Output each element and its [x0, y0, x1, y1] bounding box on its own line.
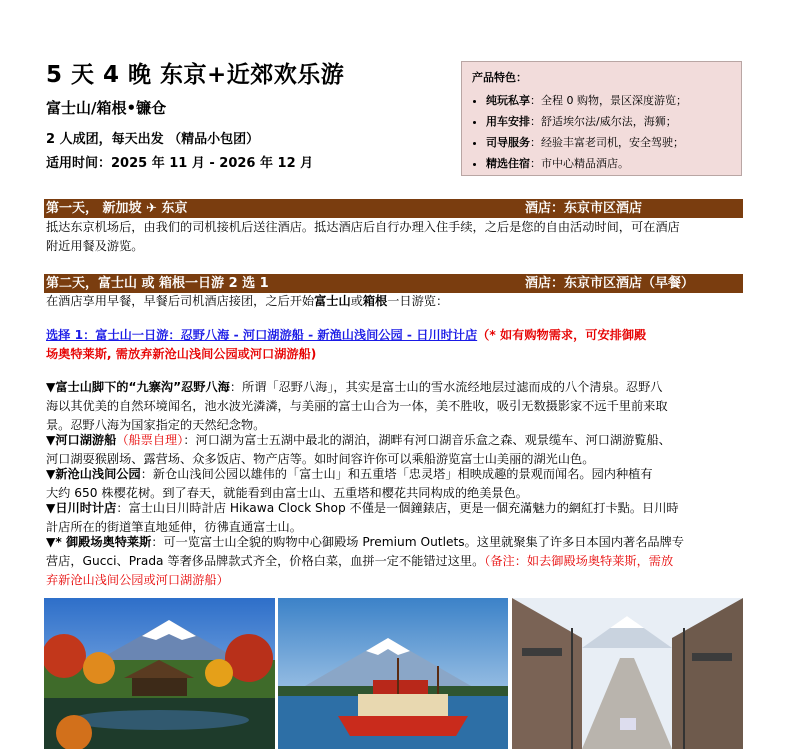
spot-hikawa-clock: ▼日川时计店：富士山日川時計店 Hikawa Clock Shop 不僅是一個鐘錶店，更是一個充滿魅力的網紅打卡點。日川時 計店所在的街道筆直地延伸，彷彿直通富士山。: [46, 501, 679, 534]
feature-item: • 精选住宿：市中心精品酒店。: [486, 153, 731, 174]
day2-title: 第二天，富士山 或 箱根一日游 2 选 1: [46, 276, 269, 291]
validity-dates: 适用时间：2025 年 11 月 - 2026 年 12 月: [46, 156, 314, 171]
day2-hotel: 酒店：东京市区酒店（早餐）: [525, 276, 695, 291]
feature-item: • 用车安排：舒适埃尔法/威尔法，海狮；: [486, 111, 731, 132]
group-info: 2 人成团，每天出发 （精品小包团）: [46, 132, 260, 147]
spot-gotemba-outlets: ▼* 御殿场奥特莱斯：可一览富士山全貌的购物中心御殿场 Premium Outlets。这里就聚集了许多日本国内著名品牌专 营店，Gucci、Prada 等奢侈品牌款式齐全，价格白菜，血拼一定不能错过这里。（备注：如去御殿场奥特莱斯，需放 弃新沧山浅间公园或河口湖游船）: [46, 535, 684, 587]
hikawa-clock-street-photo: [512, 598, 743, 749]
day1-description: 抵达东京机场后，由我们的司机接机后送往酒店。抵达酒店后自行办理入住手续，之后是您的自由活动时间，可在酒店 附近用餐及游览。: [46, 220, 680, 253]
spot-kawaguchiko-cruise: ▼河口湖游船（船票自理）：河口湖为富士五湖中最北的湖泊，湖畔有河口湖音乐盒之森、观景缆车、河口湖游覧船、 河口湖耍猴剧场、露营场、众多饭店、物产店等。如时间容许你可以乘船游览富士山美丽的湖光山色。: [46, 433, 671, 466]
kawaguchiko-pirate-ship-photo: [278, 598, 508, 749]
feature-item: • 司导服务：经验丰富老司机，安全驾驶；: [486, 132, 731, 153]
feature-item: • 纯玩私享：全程 0 购物，景区深度游览；: [486, 90, 731, 111]
features-title: 产品特色：: [472, 71, 527, 84]
oshino-hakkai-autumn-photo: [44, 598, 275, 749]
option1-link[interactable]: 选择 1：富士山一日游：忍野八海 - 河口湖游船 - 新渔山浅间公园 - 日川时计店: [46, 328, 478, 342]
day1-header-bar: [44, 199, 743, 218]
features-box: [461, 61, 742, 176]
day2-header-bar: [44, 274, 743, 293]
day2-intro: 在酒店享用早餐，早餐后司机酒店接团，之后开始富士山或箱根一日游览：: [46, 294, 449, 308]
features-list: [472, 90, 731, 174]
spot-arakurayama-park: ▼新沧山浅间公园：新仓山浅间公园以雄伟的「富士山」和五重塔「忠灵塔」相映成趣的景观而闻名。园内种植有 大约 650 株樱花树。到了春天，就能看到由富士山、五重塔和樱花共同构成的绝美景色。: [46, 467, 653, 500]
page-subtitle: 富士山/箱根•镰仓: [46, 99, 167, 117]
page-title: 5 天 4 晚 东京+近郊欢乐游: [46, 62, 345, 88]
option1-note: （* 如有购物需求，可安排御殿: [477, 328, 647, 342]
day1-hotel: 酒店：东京市区酒店: [525, 201, 643, 216]
option1-block: 选择 1：富士山一日游：忍野八海 - 河口湖游船 - 新渔山浅间公园 - 日川时计店（* 如有购物需求，可安排御殿 场奥特莱斯, 需放弃新沧山浅间公园或河口湖游船): [46, 328, 647, 361]
day1-title: 第一天， 新加坡 ✈ 东京: [46, 201, 188, 216]
spot-oshino-hakkai: ▼富士山脚下的“九寨沟”忍野八海：所谓「忍野八海」，其实是富士山的雪水流经地层过滤而成的八个清泉。忍野八 海以其优美的自然环境闻名，池水波光潾潾，与美丽的富士山合为一体，美不胜收，吸引无数摄影家不远千里前来取 景。忍野八海为国家指定的天然纪念物。: [46, 380, 668, 432]
